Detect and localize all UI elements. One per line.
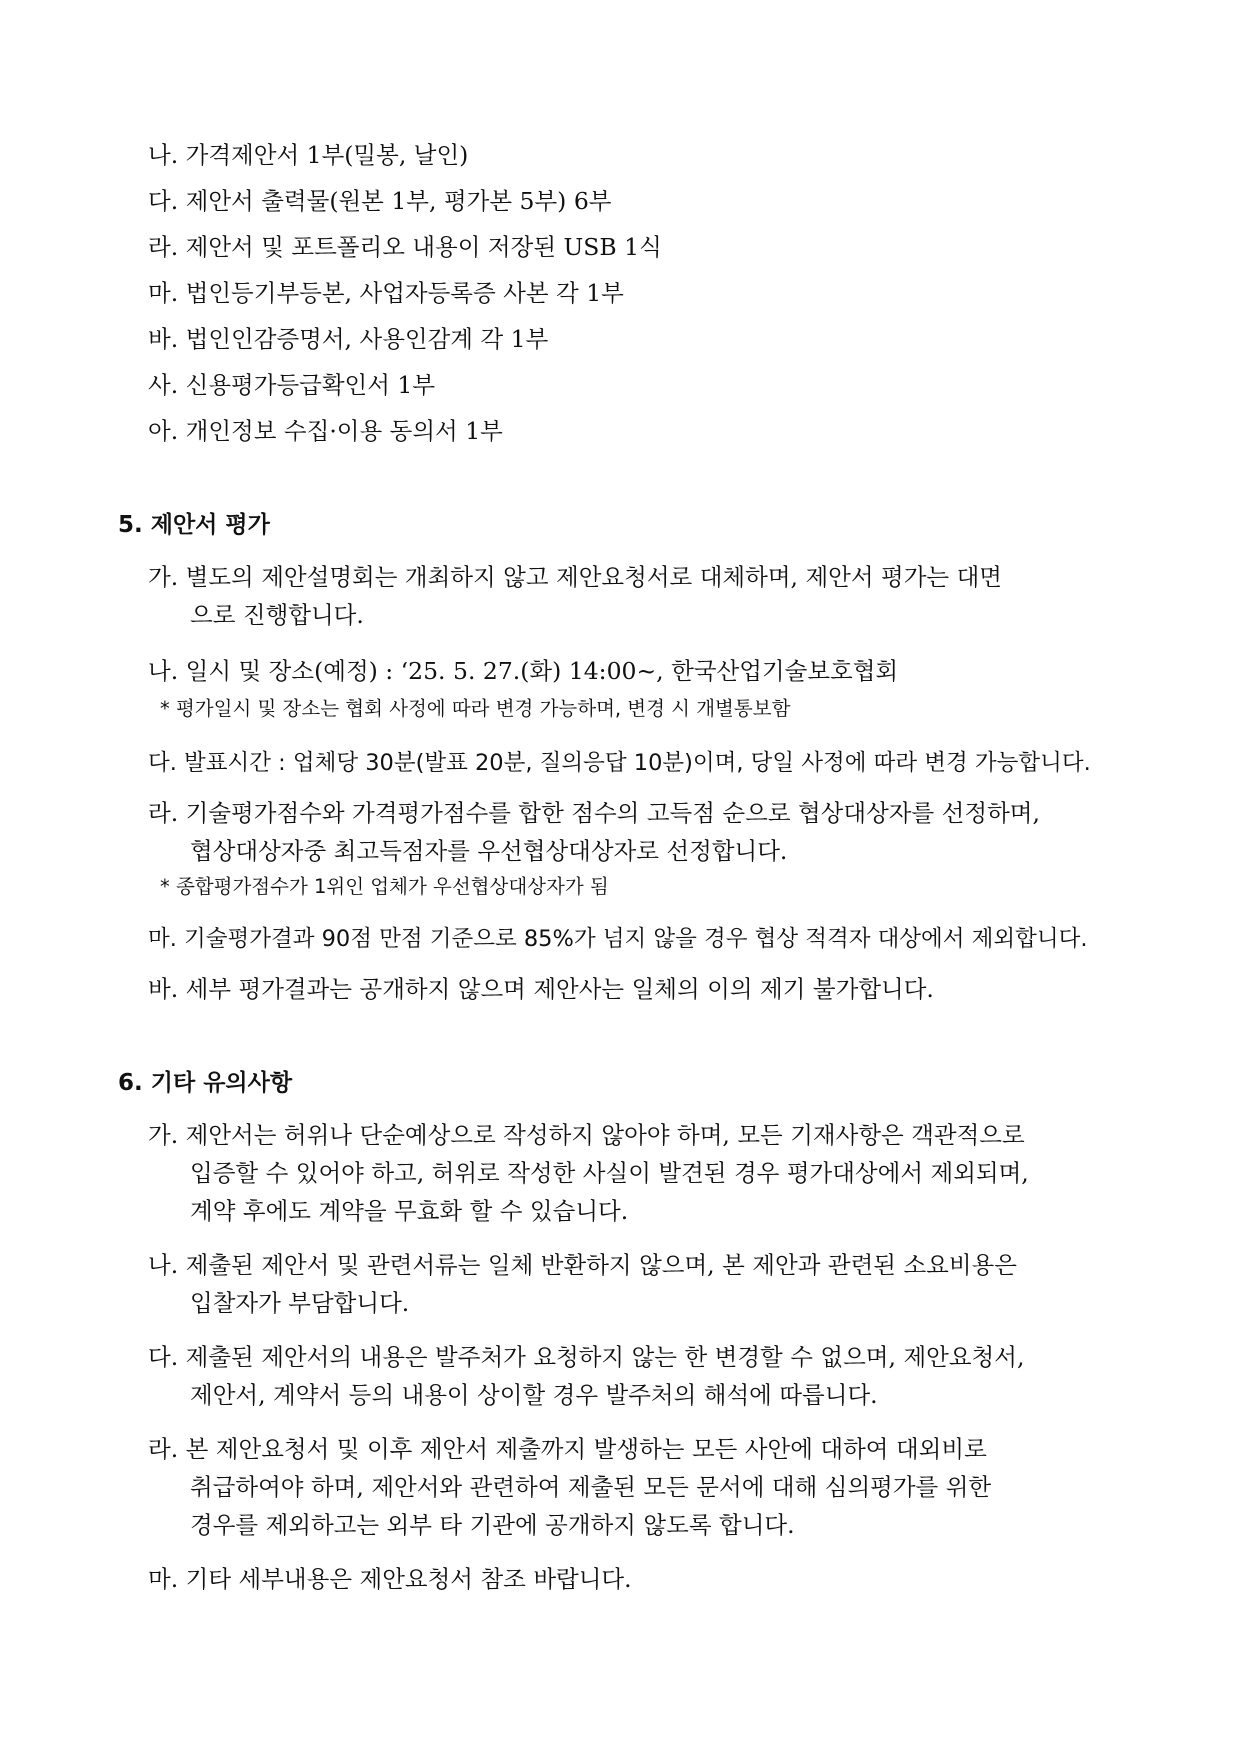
list-item: 나. 일시 및 장소(예정) : ‘25. 5. 27.(화) 14:00~, 한국산업기술보호협회 [148, 657, 899, 685]
list-item: 라. 제안서 및 포트폴리오 내용이 저장된 USB 1식 [148, 233, 662, 261]
list-item-continuation: 입증할 수 있어야 하고, 허위로 작성한 사실이 발견된 경우 평가대상에서 제외되며, [190, 1159, 1029, 1187]
list-item-continuation: 제안서, 계약서 등의 내용이 상이할 경우 발주처의 해석에 따릅니다. [190, 1381, 878, 1409]
list-item: 바. 법인인감증명서, 사용인감계 각 1부 [148, 325, 549, 353]
list-item-note: * 평가일시 및 장소는 협회 사정에 따라 변경 가능하며, 변경 시 개별통보함 [160, 697, 791, 720]
list-item-continuation: 경우를 제외하고는 외부 타 기관에 공개하지 않도록 합니다. [190, 1511, 795, 1539]
list-item: 가. 별도의 제안설명회는 개최하지 않고 제안요청서로 대체하며, 제안서 평가는 대면 [148, 563, 1003, 591]
section-heading: 5. 제안서 평가 [118, 512, 270, 538]
list-item: 마. 기타 세부내용은 제안요청서 참조 바랍니다. [148, 1565, 632, 1593]
section-heading: 6. 기타 유의사항 [118, 1070, 293, 1096]
list-item: 다. 제출된 제안서의 내용은 발주처가 요청하지 않는 한 변경할 수 없으며, 제안요청서, [148, 1343, 1025, 1371]
list-item: 마. 법인등기부등본, 사업자등록증 사본 각 1부 [148, 279, 624, 307]
list-item: 라. 본 제안요청서 및 이후 제안서 제출까지 발생하는 모든 사안에 대하여 대외비로 [148, 1435, 987, 1463]
list-item: 사. 신용평가등급확인서 1부 [148, 371, 436, 399]
list-item: 라. 기술평가점수와 가격평가점수를 합한 점수의 고득점 순으로 협상대상자를 선정하며, [148, 799, 1040, 827]
list-item-continuation: 입찰자가 부담합니다. [190, 1289, 410, 1317]
list-item-continuation: 계약 후에도 계약을 무효화 할 수 있습니다. [190, 1197, 629, 1225]
list-item: 가. 제안서는 허위나 단순예상으로 작성하지 않아야 하며, 모든 기재사항은 객관적으로 [148, 1121, 1025, 1149]
list-item: 마. 기술평가결과 90점 만점 기준으로 85%가 넘지 않을 경우 협상 적격자 대상에서 제외합니다. [148, 926, 1088, 952]
list-item-continuation: 취급하여야 하며, 제안서와 관련하여 제출된 모든 문서에 대해 심의평가를 위한 [190, 1473, 992, 1501]
list-item-continuation: 으로 진행합니다. [190, 601, 364, 629]
list-item: 아. 개인정보 수집·이용 동의서 1부 [148, 417, 503, 445]
list-item: 다. 발표시간 : 업체당 30분(발표 20분, 질의응답 10분)이며, 당일 사정에 따라 변경 가능합니다. [148, 750, 1091, 776]
list-item: 다. 제안서 출력물(원본 1부, 평가본 5부) 6부 [148, 187, 612, 215]
list-item-continuation: 협상대상자중 최고득점자를 우선협상대상자로 선정합니다. [190, 837, 788, 865]
list-item: 바. 세부 평가결과는 공개하지 않으며 제안사는 일체의 이의 제기 불가합니다. [148, 975, 934, 1003]
list-item: 나. 가격제안서 1부(밀봉, 날인) [148, 141, 469, 169]
list-item: 나. 제출된 제안서 및 관련서류는 일체 반환하지 않으며, 본 제안과 관련된 소요비용은 [148, 1251, 1017, 1279]
list-item-note: * 종합평가점수가 1위인 업체가 우선협상대상자가 됨 [160, 875, 609, 898]
